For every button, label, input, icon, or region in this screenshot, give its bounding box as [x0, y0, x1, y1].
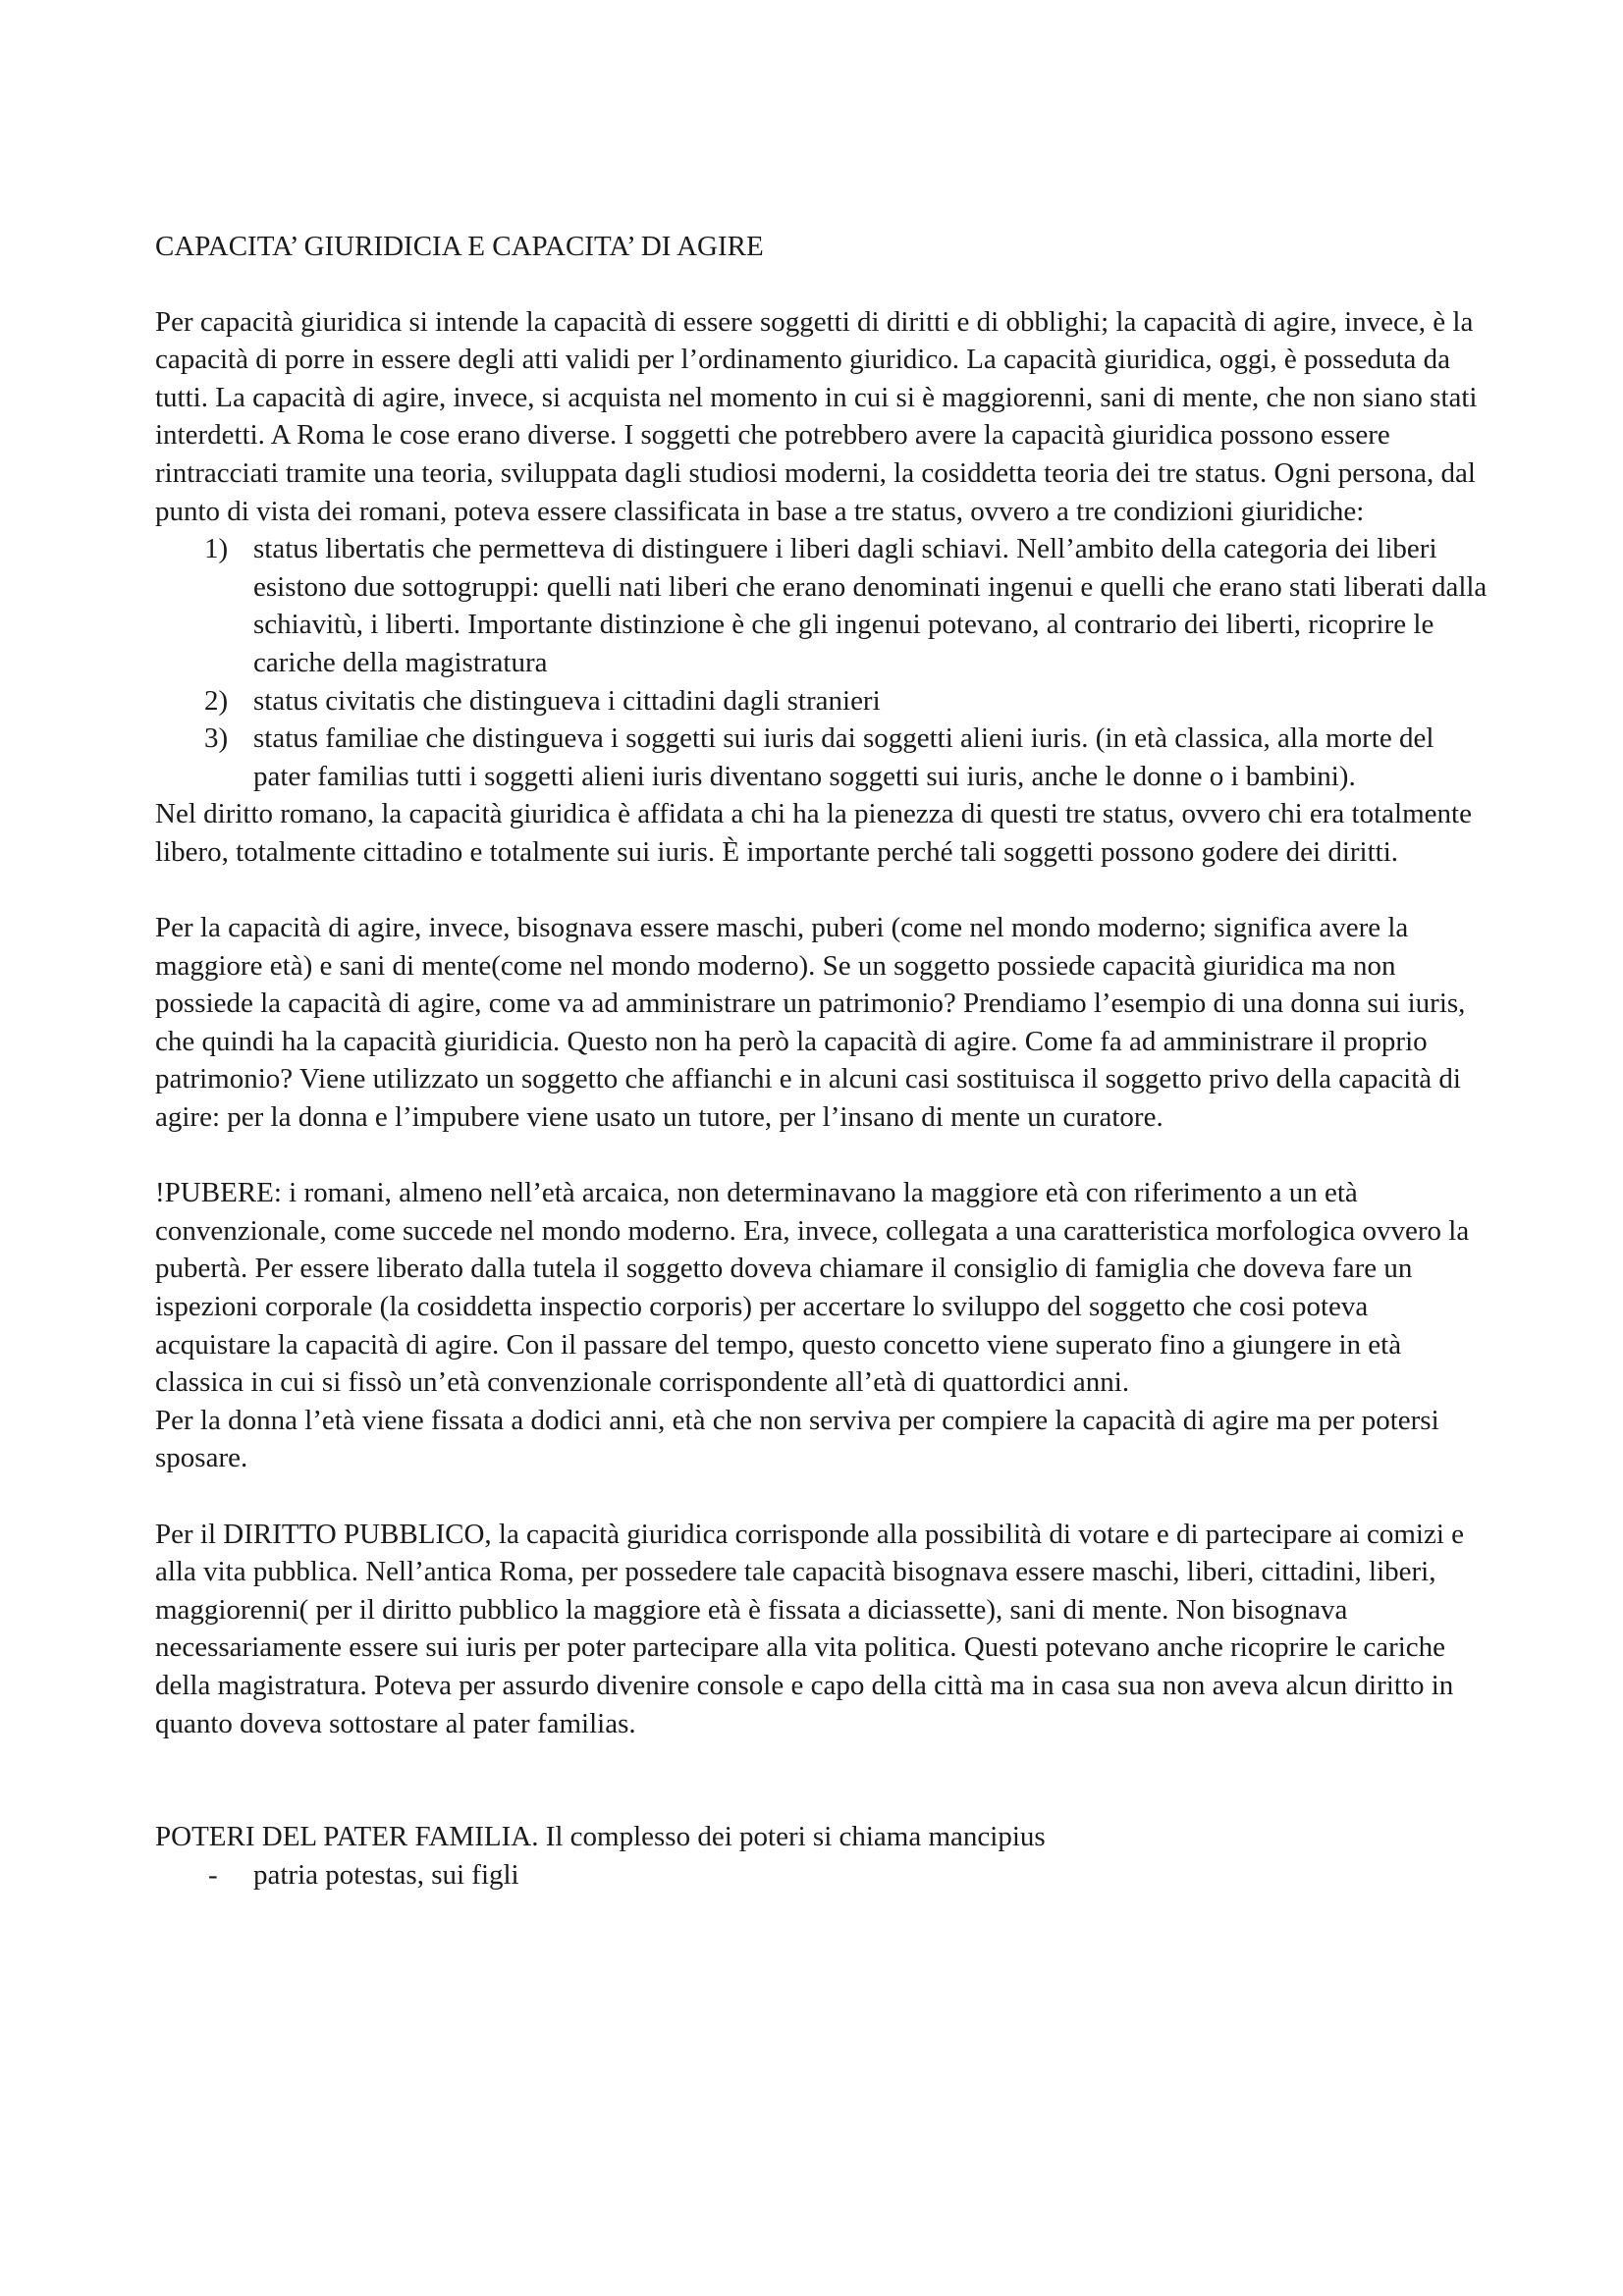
- intro-paragraph: Per capacità giuridica si intende la capacità di essere soggetti di diritti e di obblighi; la capacità di agire, invece, è la capacità di porre in essere degli atti validi per l’ordinamento giuridico. La capacità giuridica, oggi, è posseduta da tutti. La capacità di agire, invece, si acquista nel momento in cui si è maggiorenni, sani di mente, che non siano stati interdetti. A Roma le cose erano diverse. I soggetti che potrebbero avere la capacità giuridica possono essere rintracciati tramite una teoria, sviluppata dagli studiosi moderni, la cosiddetta teoria dei tre status. Ogni persona, dal punto di vista dei romani, poteva essere classificata in base a tre status, ovvero a tre condizioni giuridiche:: [155, 305, 1478, 527]
- document-page: [155, 228, 1490, 1894]
- pubere-paragraph: !PUBERE: i romani, almeno nell’età arcaica, non determinavano la maggiore età con riferimento a un età convenzionale, come succede nel mondo moderno. Era, invece, collegata a una caratteristica morfologica ovvero la pubertà. Per essere liberato dalla tutela il soggetto doveva chiamare il consiglio di famiglia che doveva fare un ispezioni corporale (la cosiddetta inspectio corporis) per accertare lo sviluppo del soggetto che cosi poteva acquistare la capacità di agire. Con il passare del tempo, questo concetto viene superato fino a giungere in età classica in cui si fissò un’età convenzionale corrispondente all’età di quattordici anni.: [155, 1177, 1470, 1399]
- poteri-list-item: [155, 1856, 1490, 1895]
- list-number: 2): [204, 684, 229, 717]
- status-list: [155, 530, 1490, 795]
- list-item-text: status libertatis che permetteva di distinguere i liberi dagli schiavi. Nell’ambito della categoria dei liberi esistono due sottogruppi: quelli nati liberi che erano denominati ingenui e quelli che erano stati liberati dalla schiavitù, i liberti. Importante distinzione è che gli ingenui potevano, al contrario dei liberti, ricoprire le cariche della magistratura: [253, 533, 1488, 678]
- status-list-item: [155, 682, 1490, 721]
- list-number: 3): [204, 722, 229, 755]
- capacita-agire-paragraph: Per la capacità di agire, invece, bisognava essere maschi, puberi (come nel mondo moderno; significa avere la maggiore età) e sani di mente(come nel mondo moderno). Se un soggetto possiede capacità giuridica ma non possiede la capacità di agire, come va ad amministrare un patrimonio? Prendiamo l’esempio di una donna sui iuris, che quindi ha la capacità giuridicia. Questo non ha però la capacità di agire. Come fa ad amministrare il proprio patrimonio? Viene utilizzato un soggetto che affianchi e in alcuni casi sostituisca il soggetto privo della capacità di agire: per la donna e l’impubere viene usato un tutore, per l’insano di mente un curatore.: [155, 912, 1466, 1134]
- status-list-item: [155, 530, 1490, 681]
- document-title: CAPACITA’ GIURIDICIA E CAPACITA’ DI AGIRE: [155, 231, 764, 262]
- spacer: [155, 1137, 1490, 1175]
- status-list-item: [155, 720, 1490, 795]
- spacer: [155, 1742, 1490, 1818]
- diritto-pubblico-paragraph: Per il DIRITTO PUBBLICO, la capacità giuridica corrisponde alla possibilità di votare e di partecipare ai comizi e alla vita pubblica. Nell’antica Roma, per possedere tale capacità bisognava essere maschi, liberi, cittadini, liberi, maggiorenni( per il diritto pubblico la maggiore età è fissata a diciassette), sani di mente. Non bisognava necessariamente essere sui iuris per poter partecipare alla vita politica. Questi potevano anche ricoprire le cariche della magistratura. Poteva per assurdo divenire console e capo della città ma in casa sua non aveva alcun diritto in quanto doveva sottostare al pater familias.: [155, 1518, 1465, 1739]
- list-bullet: -: [208, 1858, 218, 1891]
- list-item-text: status familiae che distingueva i soggetti sui iuris dai soggetti alieni iuris. (in età classica, alla morte del pater familias tutti i soggetti alieni iuris diventano soggetti sui iuris, anche le donne o i bambini).: [253, 722, 1434, 792]
- list-number: 1): [204, 533, 229, 565]
- list-item-text: status civitatis che distingueva i cittadini dagli stranieri: [253, 684, 881, 717]
- spacer: [155, 1477, 1490, 1516]
- donna-paragraph: Per la donna l’età viene fissata a dodici anni, età che non serviva per compiere la capacità di agire ma per potersi sposare.: [155, 1404, 1439, 1474]
- poteri-heading: POTERI DEL PATER FAMILIA. Il complesso dei poteri si chiama mancipius: [155, 1821, 1046, 1853]
- spacer: [155, 872, 1490, 910]
- list-item-text: patria potestas, sui figli: [253, 1858, 519, 1891]
- after-list-paragraph: Nel diritto romano, la capacità giuridica è affidata a chi ha la pienezza di questi tre status, ovvero chi era totalmente libero, totalmente cittadino e totalmente sui iuris. È importante perché tali soggetti possono godere dei diritti.: [155, 798, 1472, 868]
- poteri-list: [155, 1856, 1490, 1895]
